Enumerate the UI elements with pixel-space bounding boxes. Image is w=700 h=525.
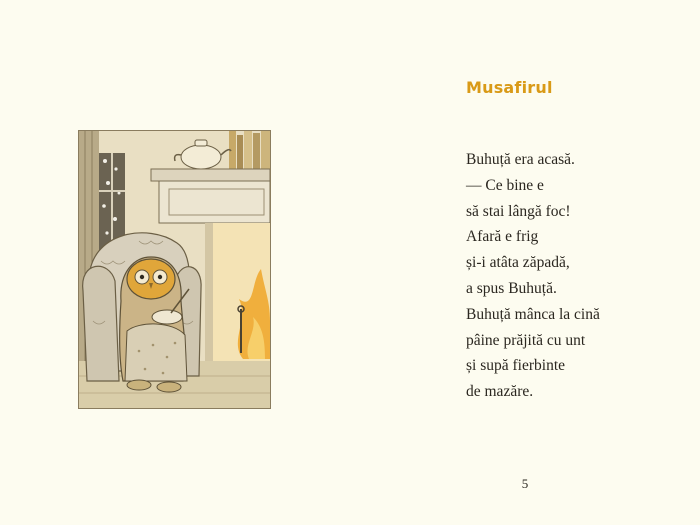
illustration-owl-by-fireplace — [78, 130, 271, 409]
poem-line: Buhuță mânca la cină — [466, 305, 600, 323]
mantel — [151, 169, 270, 181]
page-number: 5 — [521, 476, 529, 491]
soup-bowl — [152, 310, 182, 324]
poem-line: Afară e frig — [466, 228, 539, 246]
poem-line: pâine prăjită cu unt — [466, 331, 586, 349]
poem-line: a spus Buhuță. — [466, 279, 557, 297]
page-title: Musafirul — [466, 78, 553, 97]
poem-line: — Ce bine e — [466, 176, 544, 194]
poem-line: de mazăre. — [466, 383, 534, 401]
poem-text — [466, 147, 600, 405]
poem-line: să stai lângă foc! — [466, 202, 571, 220]
teapot — [181, 145, 221, 169]
poem-line: și supă fierbinte — [466, 357, 566, 375]
poem-line: și-i atâta zăpadă, — [466, 254, 570, 272]
poem-line: Buhuță era acasă. — [466, 151, 575, 168]
